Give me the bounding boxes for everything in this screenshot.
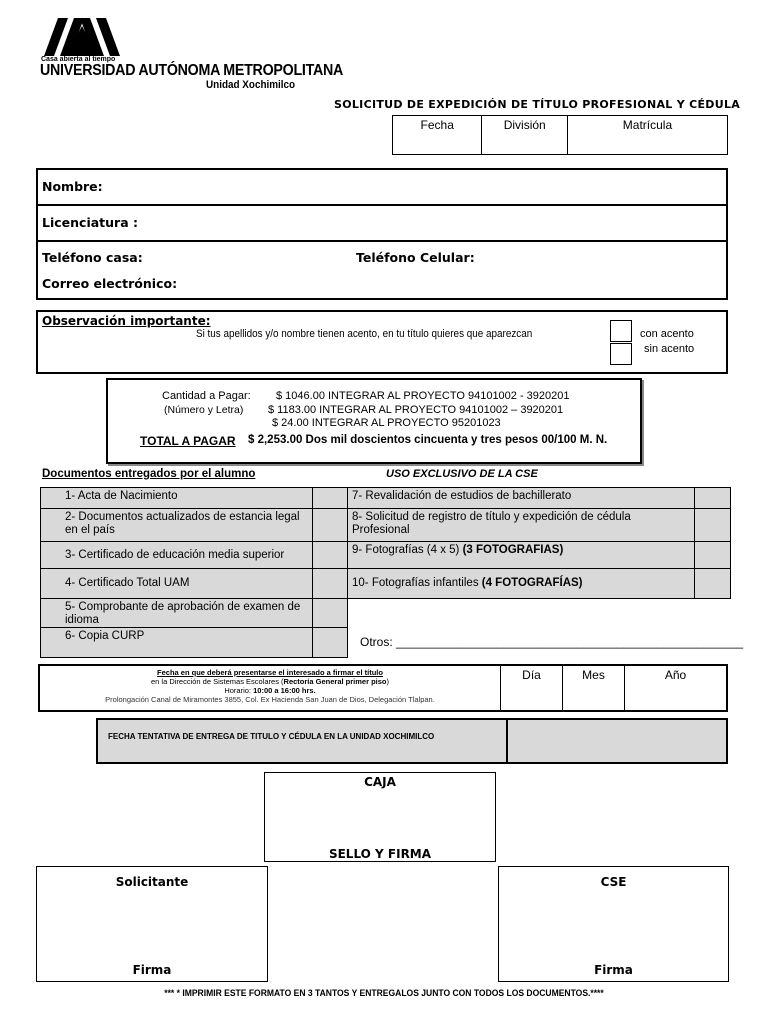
mes-cell[interactable]: Mes xyxy=(562,666,624,710)
caja-box xyxy=(264,772,496,862)
tentative-date-label: FECHA TENTATIVA DE ENTREGA DE TITULO Y CÉDULA EN LA UNIDAD XOCHIMILCO xyxy=(98,720,508,762)
footer-note: *** * IMPRIMIR ESTE FORMATO EN 3 TANTOS Y ENTREGALOS JUNTO CON TODOS LOS DOCUMENTOS.**** xyxy=(164,988,604,999)
doc-check[interactable] xyxy=(312,598,348,628)
firma-date-address: Prolongación Canal de Miramontes 3855, Col. Ex Hacienda San Juan de Dios, Delegación Tlalpan. xyxy=(105,695,435,704)
firma-date-horario: Horario: 10:00 a 16:00 hrs. xyxy=(224,686,316,695)
firma-date-box xyxy=(38,664,728,712)
form-title: SOLICITUD DE EXPEDICIÓN DE TÍTULO PROFESIONAL Y CÉDULA xyxy=(334,98,741,111)
doc-item: 9- Fotografías (4 x 5) (3 FOTOGRAFIAS) xyxy=(347,541,695,569)
tentative-date-field[interactable] xyxy=(508,720,726,762)
payment-line-3: $ 24.00 INTEGRAR AL PROYECTO 95201023 xyxy=(272,417,501,429)
tentative-date-box xyxy=(96,718,728,764)
cantidad-label: Cantidad a Pagar: xyxy=(162,390,251,402)
cse-heading: USO EXCLUSIVO DE LA CSE xyxy=(386,468,538,480)
total-value: $ 2,253.00 Dos mil doscientos cincuenta y tres pesos 00/100 M. N. xyxy=(248,434,608,446)
cse-title: CSE xyxy=(600,875,627,889)
payment-box xyxy=(106,378,642,464)
telefono-casa-label: Teléfono casa: xyxy=(42,250,143,265)
doc-check[interactable] xyxy=(694,568,731,599)
doc-item: 10- Fotografías infantiles (4 FOTOGRAFÍAS) xyxy=(347,568,695,599)
payment-line-2: $ 1183.00 INTEGRAR AL PROYECTO 94101002 – 3920201 xyxy=(268,404,564,416)
doc-item: 2- Documentos actualizados de estancia legal en el país xyxy=(40,508,313,542)
doc-check[interactable] xyxy=(694,487,731,509)
documents-table xyxy=(40,487,744,658)
solicitante-firma: Firma xyxy=(132,963,172,977)
doc-check[interactable] xyxy=(312,568,348,599)
numero-letra-label: (Número y Letra) xyxy=(164,404,244,416)
doc-item: 5- Comprobante de aprobación de examen de idioma xyxy=(40,598,313,628)
sin-acento-label: sin acento xyxy=(644,343,695,355)
telefono-celular-label: Teléfono Celular: xyxy=(356,250,475,265)
solicitante-title: Solicitante xyxy=(115,875,189,889)
firma-date-location: en la Dirección de Sistemas Escolares (Rectoría General primer piso) xyxy=(150,677,389,686)
personal-data-box xyxy=(36,168,728,300)
doc-item: 8- Solicitud de registro de título y expedición de cédula Profesional xyxy=(347,508,695,542)
doc-check[interactable] xyxy=(312,508,348,542)
doc-item: 1- Acta de Nacimiento xyxy=(40,487,313,509)
doc-item: 6- Copia CURP xyxy=(40,627,313,658)
cse-firma: Firma xyxy=(594,963,633,977)
con-acento-label: con acento xyxy=(640,328,694,340)
unit-name: Unidad Xochimilco xyxy=(206,79,296,91)
solicitante-box xyxy=(36,866,268,982)
observation-title: Observación importante: xyxy=(42,314,211,328)
doc-check[interactable] xyxy=(312,627,348,658)
cse-box xyxy=(498,866,729,982)
anio-cell[interactable]: Año xyxy=(624,666,726,710)
nombre-label: Nombre: xyxy=(42,179,103,194)
payment-line-1: $ 1046.00 INTEGRAR AL PROYECTO 94101002 - 3920201 xyxy=(276,390,570,402)
caja-sello-firma: SELLO Y FIRMA xyxy=(328,847,432,861)
university-name: UNIVERSIDAD AUTÓNOMA METROPOLITANA xyxy=(40,62,344,79)
matricula-cell[interactable]: Matrícula xyxy=(622,118,673,132)
caja-title: CAJA xyxy=(364,775,396,789)
nombre-row[interactable] xyxy=(38,170,726,206)
con-acento-checkbox[interactable] xyxy=(610,320,632,342)
fecha-cell[interactable]: Fecha xyxy=(393,116,482,154)
division-cell[interactable]: División xyxy=(482,116,567,154)
tagline: Casa abierta al tiempo xyxy=(41,56,116,63)
licenciatura-row[interactable] xyxy=(38,206,726,242)
request-grid xyxy=(392,115,728,155)
doc-check[interactable] xyxy=(312,487,348,509)
total-label: TOTAL A PAGAR xyxy=(140,434,236,448)
sin-acento-checkbox[interactable] xyxy=(610,343,632,365)
documents-heading: Documentos entregados por el alumno xyxy=(42,468,256,480)
doc-item: 4- Certificado Total UAM xyxy=(40,568,313,599)
doc-check[interactable] xyxy=(312,541,348,569)
uam-logo xyxy=(44,18,120,56)
doc-check[interactable] xyxy=(694,508,731,542)
correo-label: Correo electrónico: xyxy=(42,276,178,291)
firma-date-title: Fecha en que deberá presentarse el interesado a firmar el título xyxy=(157,668,383,677)
licenciatura-label: Licenciatura : xyxy=(42,215,138,230)
doc-item: 7- Revalidación de estudios de bachillerato xyxy=(347,487,695,509)
doc-item: 3- Certificado de educación media superior xyxy=(40,541,313,569)
observation-text: Si tus apellidos y/o nombre tienen acento, en tu título quieres que aparezcan xyxy=(196,328,533,340)
doc-check[interactable] xyxy=(694,541,731,569)
observation-box xyxy=(36,310,728,374)
dia-cell[interactable]: Día xyxy=(500,666,562,710)
otros-field[interactable]: Otros: ____________________________________________________ xyxy=(360,635,744,649)
